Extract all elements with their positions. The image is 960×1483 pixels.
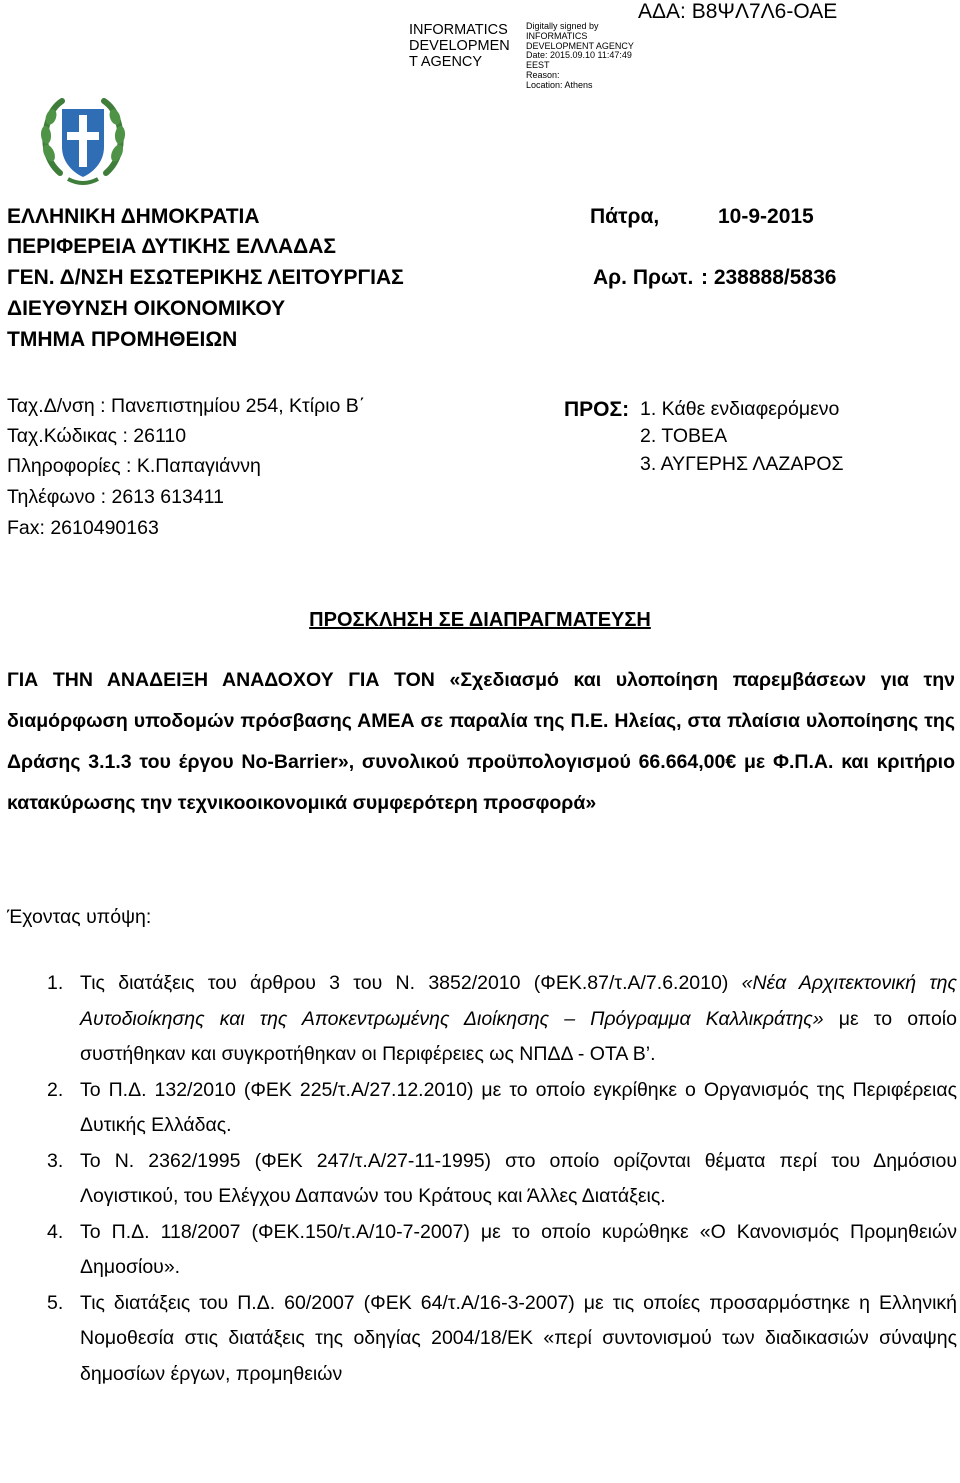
list-item-number: 5. <box>47 1291 64 1314</box>
signature-detail-line: Digitally signed by <box>526 21 599 31</box>
list-item-italic-text: «Νέα Αρχιτεκτονική της Αυτοδιοίκησης και της Αποκεντρωμένης Διοίκησης – Πρόγραμμα Καλλικράτης» <box>80 972 957 1030</box>
address-line: Πληροφορίες : Κ.Παπαγιάννη <box>7 455 261 477</box>
protocol-number: : 238888/5836 <box>701 266 837 289</box>
document-title: ΠΡΟΣΚΛΗΣΗ ΣΕ ΔΙΑΠΡΑΓΜΑΤΕΥΣΗ <box>309 609 651 631</box>
legal-basis-list <box>7 966 957 1392</box>
place: Πάτρα, <box>590 205 660 228</box>
recipient-item: 1. Κάθε ενδιαφερόμενο <box>640 398 840 420</box>
list-item-text: Το Π.Δ. 118/2007 (ΦΕΚ.150/τ.Α/10-7-2007) με το οποίο κυρώθηκε «Ο Κανονισμός Προμηθειών Δημοσίου». <box>80 1220 957 1278</box>
address-line: Ταχ.Κώδικας : 26110 <box>7 425 187 447</box>
signature-detail-line: Location: Athens <box>526 79 593 90</box>
header-line: ΤΜΗΜΑ ΠΡΟΜΗΘΕΙΩΝ <box>7 328 238 351</box>
subject-paragraph: ΓΙΑ ΤΗΝ ΑΝΑΔΕΙΞΗ ΑΝΑΔΟΧΟΥ ΓΙΑ ΤΟΝ «Σχεδιασμό και υλοποίηση παρεμβάσεων για την διαμόρφωση υποδομών πρόσβασης ΑΜΕΑ σε παραλία της Π.Ε. Ηλείας, στα πλαίσια υλοποίησης της Δράσης 3.1.3 του έργου No-Barrier», συνολικού προϋπολογισμού 66.664,00€ με Φ.Π.Α. και κριτήριο κατακύρωσης την τεχνικοοικονομικά συμφερότερη προσφορά» <box>7 669 955 814</box>
signature-detail-line: Date: 2015.09.10 11:47:49 <box>526 50 632 61</box>
header-line: ΔΙΕΥΘΥΝΣΗ ΟΙΚΟΝΟΜΙΚΟΥ <box>7 297 286 320</box>
list-item <box>7 1215 957 1286</box>
greek-emblem-icon <box>40 95 126 187</box>
list-item-number: 3. <box>47 1149 64 1172</box>
list-item <box>7 966 957 1073</box>
list-item-number: 1. <box>47 972 64 994</box>
list-item <box>7 1286 957 1393</box>
signature-org-line: T AGENCY <box>409 54 483 70</box>
signature-details <box>526 22 634 91</box>
recipient-item: 3. ΑΥΓΕΡΗΣ ΛΑΖΑΡΟΣ <box>640 453 844 475</box>
header-line: ΠΕΡΙΦΕΡΕΙΑ ΔΥΤΙΚΗΣ ΕΛΛΑΔΑΣ <box>7 235 336 258</box>
list-item-text: Το Ν. 2362/1995 (ΦΕΚ 247/τ.Α/27-11-1995) στο οποίο ορίζονται θέματα περί του Δημόσιου Λογιστικού, του Ελέγχου Δαπανών του Κράτους και Άλλες Διατάξεις. <box>80 1149 957 1207</box>
signature-org-line: INFORMATICS <box>409 22 508 38</box>
signature-org-line: DEVELOPMEN <box>409 38 510 54</box>
considering-label: Έχοντας υπόψη: <box>7 906 152 928</box>
recipient-item: 2. ΤΟΒΕΑ <box>640 425 728 447</box>
address-line: Ταχ.Δ/νση : Πανεπιστημίου 254, Κτίριο Β΄ <box>7 395 366 417</box>
list-item-number: 4. <box>47 1220 64 1243</box>
signature-detail-line: EEST <box>526 60 550 71</box>
list-item-number: 2. <box>47 1078 64 1101</box>
list-item-text: με το οποίο συστήθηκαν και συγκροτήθηκαν οι Περιφέρειες ως ΝΠΔΔ - ΟΤΑ Β’. <box>80 1007 957 1065</box>
signature-detail-line: DEVELOPMENT AGENCY <box>526 40 634 51</box>
address-line: Τηλέφωνο : 2613 613411 <box>7 486 224 508</box>
list-item <box>7 1144 957 1215</box>
signature-organization <box>409 22 510 70</box>
signature-detail-line: Reason: <box>526 69 560 80</box>
address-line: Fax: 2610490163 <box>7 517 159 539</box>
header-line: ΕΛΛΗΝΙΚΗ ΔΗΜΟΚΡΑΤΙΑ <box>7 205 260 228</box>
list-item-text: Τις διατάξεις του Π.Δ. 60/2007 (ΦΕΚ 64/τ.Α/16-3-2007) με τις οποίες προσαρμόστηκε η Ελληνική Νομοθεσία στις διατάξεις της οδηγίας 2004/18/ΕΚ «περί συντονισμού των διαδικασιών σύναψης δημοσίων έργων, προμηθειών <box>80 1291 957 1385</box>
ada-number: ΑΔΑ: Β8ΨΛ7Λ6-ΟΑΕ <box>638 0 838 23</box>
recipients-label: ΠΡΟΣ: <box>564 398 630 421</box>
header-line: ΓΕΝ. Δ/ΝΣΗ ΕΣΩΤΕΡΙΚΗΣ ΛΕΙΤΟΥΡΓΙΑΣ <box>7 266 404 289</box>
list-item <box>7 1073 957 1144</box>
list-item-text: Τις διατάξεις του άρθρου 3 του Ν. 3852/2010 (ΦΕΚ.87/τ.Α/7.6.2010) <box>80 972 742 994</box>
signature-detail-line: INFORMATICS <box>526 30 588 41</box>
list-item-text: Το Π.Δ. 132/2010 (ΦΕΚ 225/τ.Α/27.12.2010) με το οποίο εγκρίθηκε ο Οργανισμός της Περιφέρειας Δυτικής Ελλάδας. <box>80 1078 957 1136</box>
date: 10-9-2015 <box>718 205 814 228</box>
protocol-label: Αρ. Πρωτ. <box>593 266 694 289</box>
